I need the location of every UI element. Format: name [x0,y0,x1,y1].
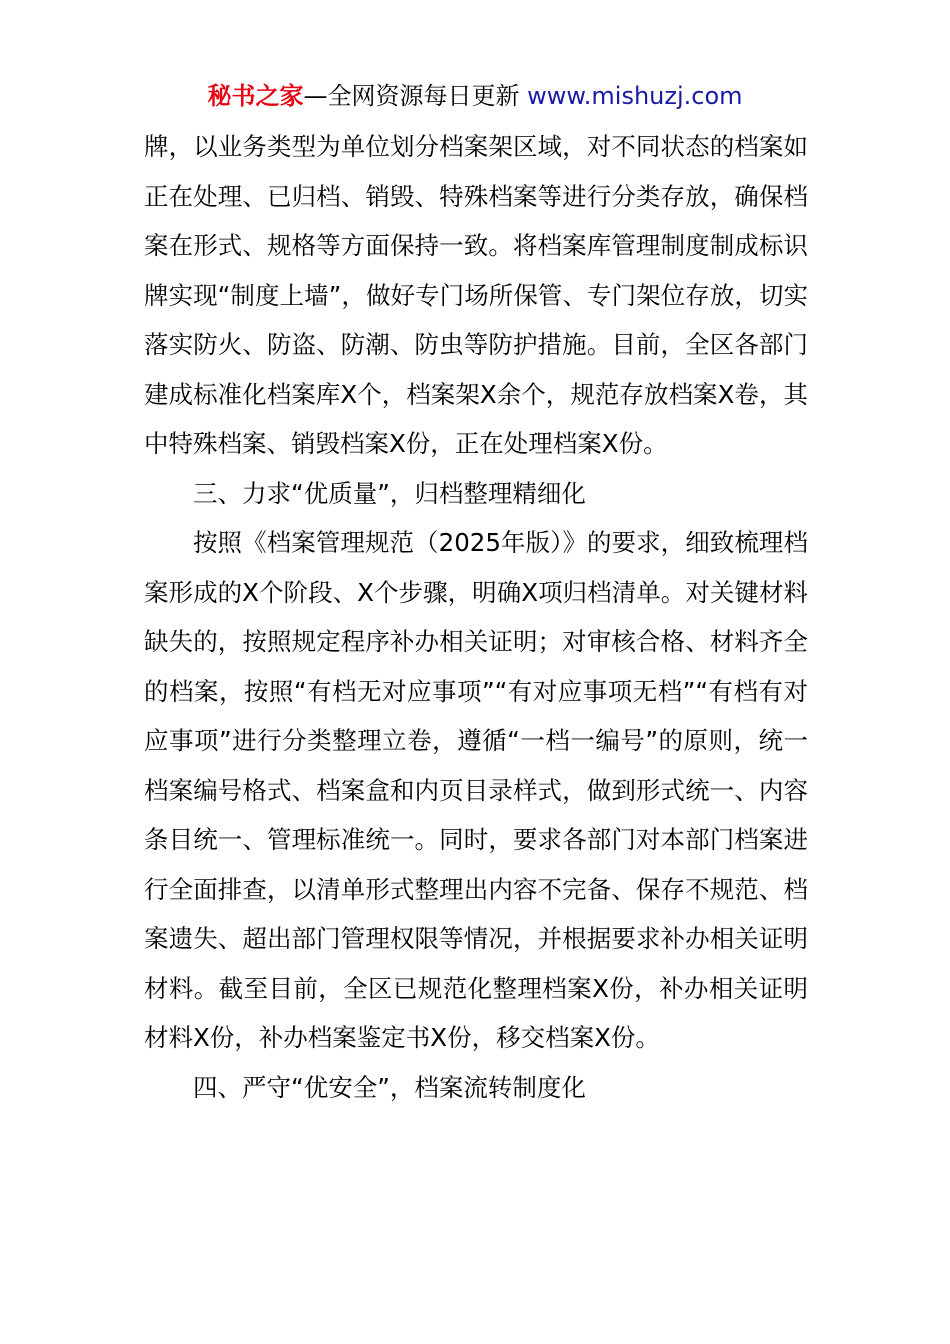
site-url-link[interactable]: www.mishuzj.com [527,82,743,110]
site-brand: 秘书之家 [207,82,304,110]
site-tagline: —全网资源每日更新 [303,82,520,110]
document-body [144,122,808,1112]
section-heading: 三、力求“优质量”，归档整理精细化 [193,478,586,508]
body-paragraph: 牌，以业务类型为单位划分档案架区域，对不同状态的档案如正在处理、已归档、销毁、特殊档案等进行分类存放，确保档案在形式、规格等方面保持一致。将档案库管理制度制成标识牌实现“制度上墙”，做好专门场所保管、专门架位存放，切实落实防火、防盗、防潮、防虫等防护措施。目前，全区各部门建成标准化档案库X个，档案架X余个，规范存放档案X卷，其中特殊档案、销毁档案X份，正在处理档案X份。 [144,132,808,458]
section-heading: 四、严守“优安全”，档案流转制度化 [193,1072,586,1102]
body-paragraph: 按照《档案管理规范（2025年版）》的要求，细致梳理档案形成的X个阶段、X个步骤，明确X项归档清单。对关键材料缺失的，按照规定程序补办相关证明；对审核合格、材料齐全的档案，按照“有档无对应事项”“有对应事项无档”“有档有对应事项”进行分类整理立卷，遵循“一档一编号”的原则，统一档案编号格式、档案盒和内页目录样式，做到形式统一、内容条目统一、管理标准统一。同时，要求各部门对本部门档案进行全面排查，以清单形式整理出内容不完备、保存不规范、档案遗失、超出部门管理权限等情况，并根据要求补办相关证明材料。截至目前，全区已规范化整理档案X份，补办相关证明材料X份，补办档案鉴定书X份，移交档案X份。 [144,528,808,1052]
site-header [0,80,950,112]
